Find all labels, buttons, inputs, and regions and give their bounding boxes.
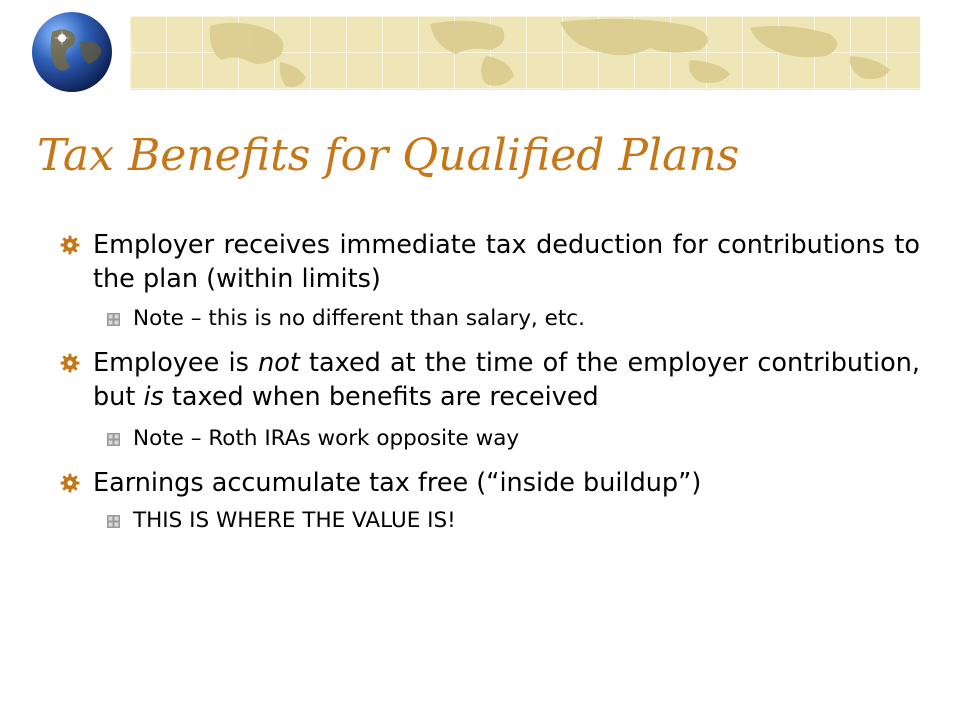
sub-bullet-salary-note [60, 304, 920, 334]
square-bullet-icon [107, 313, 120, 326]
sub-bullet-text: Note – Roth IRAs work opposite way [133, 426, 520, 451]
world-map-decoration [130, 16, 920, 90]
sub-bullet-text: THIS IS WHERE THE VALUE IS! [133, 508, 456, 533]
gear-bullet-icon [60, 353, 80, 373]
emphasis-not: not [258, 348, 300, 378]
bullet-employee-taxation [60, 346, 920, 414]
bullet-employer-deduction [60, 228, 920, 296]
sub-bullet-value-note [60, 506, 920, 536]
bullet-text: Earnings accumulate tax free (“inside buildup”) [93, 468, 702, 498]
square-bullet-icon [107, 515, 120, 528]
header-map-banner [130, 16, 920, 90]
gear-bullet-icon [60, 473, 80, 493]
sub-bullet-roth-note [60, 424, 920, 454]
bullet-text: Employer receives immediate tax deduction for contributions to the plan (within limits) [93, 230, 920, 294]
bullet-earnings-accumulate [60, 466, 920, 500]
gear-bullet-icon [60, 235, 80, 255]
bullet-list [60, 228, 920, 536]
bullet-text: Employee is not taxed at the time of the employer contribution, but is taxed when benefits are received [93, 348, 921, 412]
square-bullet-icon [107, 433, 120, 446]
emphasis-is: is [143, 382, 164, 412]
sub-bullet-text: Note – this is no different than salary, etc. [133, 306, 585, 331]
globe-icon [18, 8, 136, 96]
slide-title: Tax Benefits for Qualified Plans [37, 130, 740, 181]
